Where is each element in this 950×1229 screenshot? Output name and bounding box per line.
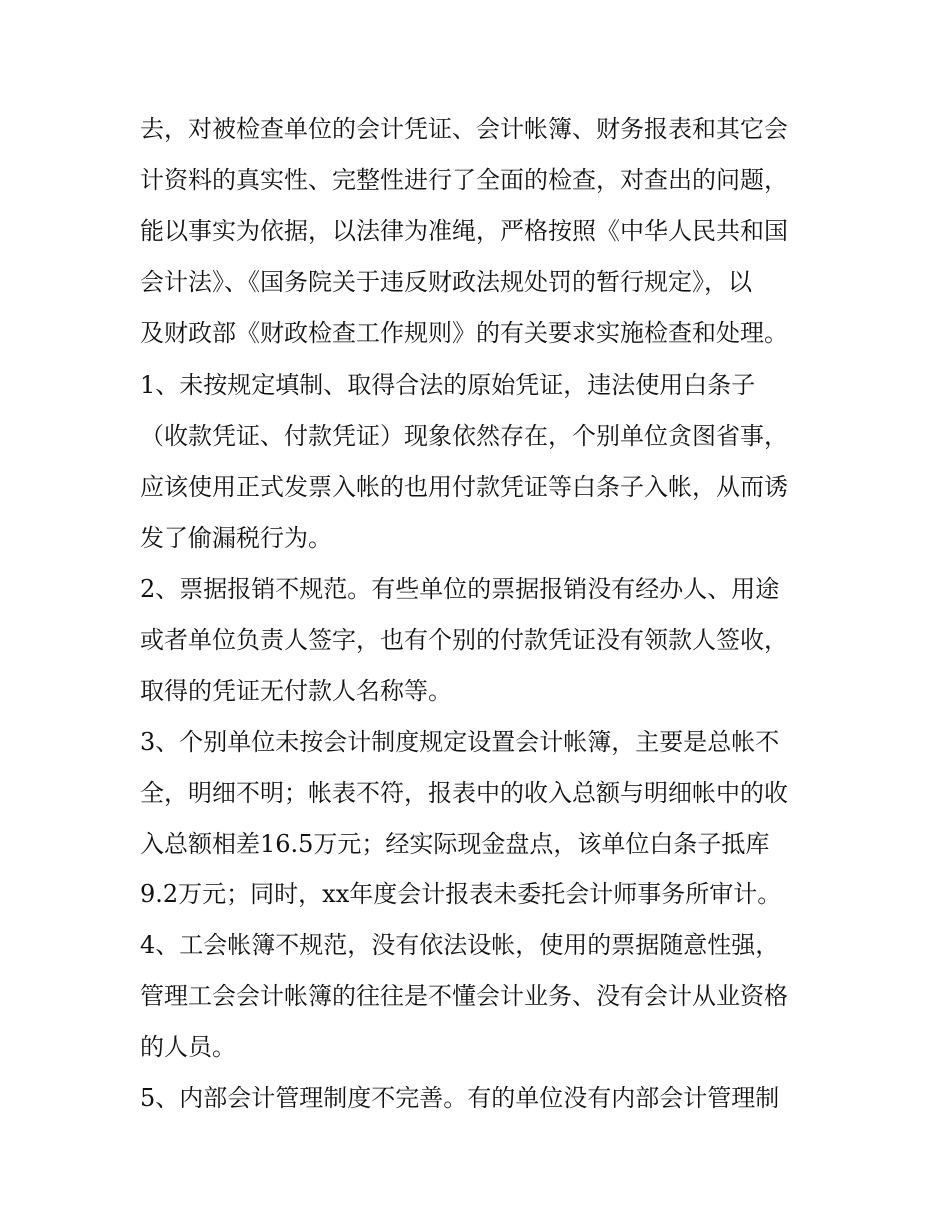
- text-line: 的人员。: [140, 1033, 236, 1061]
- text-line: 会计法》、《国务院关于违反财政法规处罚的暂行规定》，以: [140, 268, 752, 296]
- text-line: 能以事实为依据，以法律为准绳，严格按照《中华人民共和国: [140, 217, 788, 245]
- text-line: 去，对被检查单位的会计凭证、会计帐簿、财务报表和其它会: [140, 115, 788, 143]
- text-line: （收款凭证、付款凭证）现象依然存在，个别单位贪图省事，: [140, 422, 788, 450]
- text-line: 全，明细不明；帐表不符，报表中的收入总额与明细帐中的收: [140, 779, 788, 807]
- text-line: 或者单位负责人签字，也有个别的付款凭证没有领款人签收，: [140, 626, 788, 654]
- text-line: 及财政部《财政检查工作规则》的有关要求实施检查和处理。: [140, 319, 788, 347]
- text-line: 9.2万元；同时，xx年度会计报表未委托会计师事务所审计。: [140, 880, 782, 908]
- text-line: 管理工会会计帐簿的往往是不懂会计业务、没有会计从业资格: [140, 982, 788, 1010]
- list-item-2: 2、票据报销不规范。有些单位的票据报销没有经办人、用途: [140, 575, 780, 603]
- list-item-5: 5、内部会计管理制度不完善。有的单位没有内部会计管理制: [140, 1084, 780, 1112]
- list-item-3: 3、个别单位未按会计制度规定设置会计帐簿，主要是总帐不: [140, 728, 780, 756]
- text-line: 计资料的真实性、完整性进行了全面的检查，对查出的问题，: [140, 166, 788, 194]
- text-line: 应该使用正式发票入帐的也用付款凭证等白条子入帐，从而诱: [140, 473, 788, 501]
- text-line: 入总额相差16.5万元；经实际现金盘点，该单位白条子抵库: [140, 830, 770, 858]
- text-line: 发了偷漏税行为。: [140, 524, 332, 552]
- text-line: 取得的凭证无付款人名称等。: [140, 677, 452, 705]
- list-item-4: 4、工会帐簿不规范，没有依法设帐，使用的票据随意性强，: [140, 931, 780, 959]
- list-item-1: 1、未按规定填制、取得合法的原始凭证，违法使用白条子: [140, 371, 756, 399]
